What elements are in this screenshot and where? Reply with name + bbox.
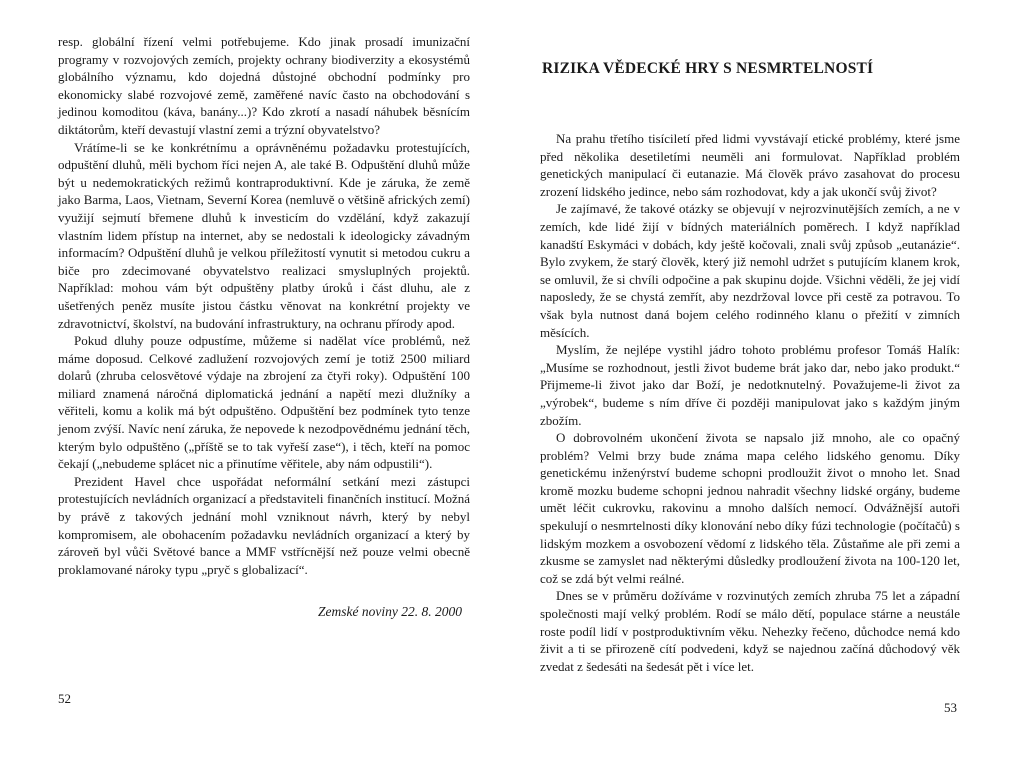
paragraph: O dobrovolném ukončení života se napsalo již mnoho, ale co opačný problém? Velmi brzy bude známa mapa celého lidského genomu. Díky genetickému inženýrství budeme schopni prodloužit život o mnoho let. Snad kromě mozku budeme schopni jednou nahradit všechny lidské orgány, budeme umět léčit cukrovku, rakovinu a mnoho dalších nemocí. Odvážnější autoři spekulují o nesmrtelnosti díky klonování nebo díky fúzi technologie (počítačů) s lidským mozkem a osvobození vědomí z lidského těla. Zůstaňme ale při zemi a zkusme se zamyslet nad některými důsledky prodloužení života na 100-120 let, což se zdá být velmi reálné. (540, 430, 960, 586)
paragraph: Pokud dluhy pouze odpustíme, můžeme si nadělat více problémů, než máme doposud. Celkové zadlužení rozvojových zemí je totiž 2500 miliard dolarů (zhruba celosvětové výdaje na zbrojení za čtyři roky). Odpuštění 100 miliard znamená náročná diplomatická jednání a napětí mezi dlužníky a věřiteli, komu a kolik má být odpuštěno. Odpuštění bez podmínek tyto tenze jenom zvýší. Navíc není záruka, že nepovede k nezodpovědnému jednání těch, kterým bylo odpuštěno („příště se to tak vyřeší zase“), i těch, kteří na pomoc čekají („nebudeme splácet nic a přinutíme věřitele, aby nám odpustili“). (58, 333, 470, 472)
page-number-right: 53 (944, 700, 957, 715)
article-source: Zemské noviny 22. 8. 2000 (318, 604, 462, 619)
paragraph: Myslím, že nejlépe vystihl jádro tohoto problému profesor Tomáš Halík: „Musíme se rozhodnout, jestli život budeme brát jako dar, nebo jako produkt.“ Přijmeme-li život jako dar Boží, je nedotknutelný. Považujeme-li život za „výrobek“, budeme s ním dříve či později manipulovat jako s každým jiným zbožím. (540, 342, 960, 428)
right-page (512, 0, 1024, 757)
paragraph: Vrátíme-li se ke konkrétnímu a oprávněnému požadavku protestujících, odpuštění dluhů, měli bychom říci nejen A, ale také B. Odpuštění dluhů může být u nedemokratických režimů kontraproduktivní. Kde je záruka, že země jako Barma, Laos, Vietnam, Severní Korea (nemluvě o většině afrických zemí) využijí sejmutí břemene dluhů k investicím do vzdělání, když zakazují vlastním lidem přístup na internet, aby se nedostali k ideologicky závadným informacím? Odpuštění dluhů je velkou příležitostí vynutit si metodou cukru a biče pro zdecimované obyvatelstvo realizaci smysluplných projektů. Například: mohou vám být odpuštěny platby úroků i část dluhu, ale z ušetřených peněz musíte jistou částku věnovat na konkrétní projekty ve zdravotnictví, školství, na budování infrastruktury, na ochranu přírody apod. (58, 139, 470, 331)
chapter-title: RIZIKA VĚDECKÉ HRY S NESMRTELNOSTÍ (542, 60, 874, 77)
paragraph: Prezident Havel chce uspořádat neformální setkání mezi zástupci protestujících nevládních organizací a představiteli finančních institucí. Možná by právě z takových jednání mohl vzniknout návrh, který by nebyl kompromisem, ale obohacením požadavku nevládních organizací a který by zároveň byl vůči Světové bance a MMF vstřícnější než pouze velmi obecně proklamované nároky typu „pryč s globalizací“. (58, 473, 470, 577)
paragraph: Na prahu třetího tisíciletí před lidmi vyvstávají etické problémy, které jsme před několika desetiletími neuměli ani formulovat. Například problém genetických manipulací či eutanazie. Má člověk právo zasahovat do procesu zrození lidského jedince, nebo sám rozhodovat, kdy a jak ukončí svůj život? (540, 131, 960, 199)
page-number-left: 52 (58, 691, 71, 706)
paragraph: resp. globální řízení velmi potřebujeme. Kdo jinak prosadí imunizační programy v rozvojových zemích, projekty ochrany biodiverzity a ekosystémů globálního významu, kdo dojedná důstojné obchodní podmínky pro ekonomicky slabé rozvojové země, zaměřené navíc často na obchodování s jedinou komoditou (káva, banány...)? Kdo zkrotí a nasadí náhubek běsnícím diktátorům, kteří devastují vlastní zemi a trýzní obyvatelstvo? (58, 34, 470, 137)
paragraph: Je zajímavé, že takové otázky se objevují v nejrozvinutějších zemích, a ne v zemích, kde lidé žijí v bídných materiálních poměrech. I když například kanadští Eskymáci v dobách, kdy ještě kočovali, znali svůj způsob „eutanázie“. Bylo zvykem, že starý člověk, který již nemohl udržet s putujícím klanem krok, se omluvil, že si chvíli odpočine a pak skupinu dojde. Všichni věděli, že jej vidí naposledy, že se chystá zemřít, aby nezdržoval lovce při cestě za potravou. To však byla nutnost daná bojem celého rodinného klanu o přežití v zimních měsících. (540, 201, 960, 340)
paragraph: Dnes se v průměru dožíváme v rozvinutých zemích zhruba 75 let a západní společnosti mají velký problém. Rodí se málo dětí, populace stárne a neustále roste podíl lidí v postproduktivním věku. Nehezky řečeno, důchodce nemá kdo živit a ti se přirozeně cítí podvedeni, když se najednou začíná důchodový věk zvedat z šedesáti na šedesát pět i více let. (540, 588, 960, 674)
left-page-body (58, 33, 470, 578)
right-page-body (540, 130, 960, 675)
